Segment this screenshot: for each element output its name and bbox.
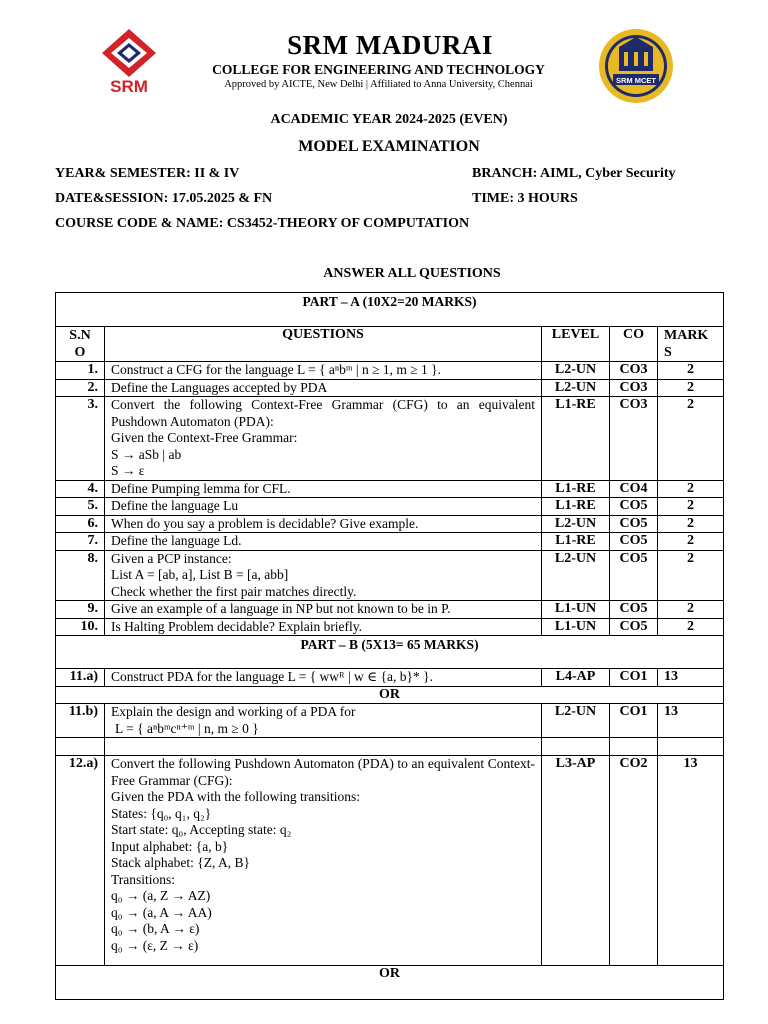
- question-level: L2-UN: [542, 704, 610, 738]
- question-marks: 2: [658, 498, 724, 516]
- question-line: States: {q₀, q₁, q₂}: [111, 805, 212, 821]
- question-line: Stack alphabet: {Z, A, B}: [111, 855, 250, 870]
- question-line: Check whether the first pair matches directly.: [111, 583, 357, 599]
- question-line: Define the language Lu: [111, 498, 239, 513]
- sno-header: S.N O: [56, 327, 105, 362]
- question-text: [105, 362, 542, 380]
- question-marks: 13: [658, 704, 724, 738]
- question-marks: 2: [658, 397, 724, 481]
- question-number: 11.a): [56, 669, 105, 687]
- question-line: S → ε: [111, 463, 145, 478]
- question-line: Define the Languages accepted by PDA: [111, 379, 328, 395]
- question-level: L4-AP: [542, 669, 610, 687]
- question-text: [105, 480, 542, 498]
- question-marks: 2: [658, 379, 724, 397]
- question-table: [55, 292, 724, 1000]
- question-text: [105, 397, 542, 481]
- approval-line: Approved by AICTE, New Delhi | Affiliated to Anna University, Chennai: [224, 79, 533, 90]
- question-row: [56, 533, 724, 551]
- question-11b-row: [56, 704, 724, 738]
- question-co: CO3: [610, 379, 658, 397]
- question-number: 8.: [56, 550, 105, 601]
- course-code-name: COURSE CODE & NAME: CS3452-THEORY OF COMPUTATION: [55, 216, 470, 231]
- part-b-title-row: [56, 636, 724, 669]
- year-semester: YEAR& SEMESTER: II & IV: [55, 166, 240, 181]
- instruction: ANSWER ALL QUESTIONS: [323, 266, 501, 281]
- question-co: CO2: [610, 756, 658, 966]
- question-line: Convert the following Pushdown Automaton (PDA) to an equivalent Context-Free Grammar (CFG):: [111, 756, 535, 788]
- college-name: SRM MADURAI: [287, 30, 493, 60]
- question-co: CO1: [610, 704, 658, 738]
- academic-year: ACADEMIC YEAR 2024-2025 (EVEN): [270, 112, 508, 127]
- part-b-title: PART – B (5X13= 65 MARKS): [56, 636, 724, 669]
- question-text: Construct PDA for the language L = { wwᴿ | w ∈ {a, b}* }.: [105, 669, 542, 687]
- question-level: L1-RE: [542, 480, 610, 498]
- question-text: [105, 550, 542, 601]
- question-number: 6.: [56, 515, 105, 533]
- question-line: Define Pumping lemma for CFL.: [111, 480, 291, 496]
- question-text: [105, 756, 542, 966]
- co-header: CO: [610, 327, 658, 362]
- question-row: [56, 601, 724, 619]
- question-marks: 2: [658, 550, 724, 601]
- question-line: Is Halting Problem decidable? Explain briefly.: [111, 618, 363, 634]
- question-marks: 13: [658, 756, 724, 966]
- spacer-row: [56, 738, 724, 756]
- question-number: 12.a): [56, 756, 105, 966]
- question-number: 7.: [56, 533, 105, 551]
- question-row: [56, 550, 724, 601]
- question-number: 9.: [56, 601, 105, 619]
- marks-header: MARK S: [658, 327, 724, 362]
- question-line: Given the Context-Free Grammar:: [111, 430, 298, 445]
- question-marks: 2: [658, 362, 724, 380]
- question-row: [56, 480, 724, 498]
- question-line: Define the language Ld.: [111, 533, 242, 548]
- question-co: CO5: [610, 550, 658, 601]
- question-line: List A = [ab, a], List B = [a, abb]: [111, 567, 289, 582]
- question-text: Explain the design and working of a PDA for L = { aⁿbᵐcⁿ⁺ᵐ | n, m ≥ 0 }: [105, 704, 542, 738]
- date-session: DATE&SESSION: 17.05.2025 & FN: [55, 191, 273, 206]
- question-level: L2-UN: [542, 515, 610, 533]
- question-text: [105, 498, 542, 516]
- question-number: 11.b): [56, 704, 105, 738]
- logo-right-text: SRM MCET: [616, 76, 656, 85]
- question-marks: 2: [658, 515, 724, 533]
- exam-title: MODEL EXAMINATION: [298, 138, 480, 155]
- question-level: L1-UN: [542, 618, 610, 636]
- college-header: [0, 0, 768, 110]
- question-12a-row: [56, 756, 724, 966]
- question-11a-row: [56, 669, 724, 687]
- part-a-title: PART – A (10X2=20 MARKS): [56, 293, 724, 327]
- question-level: L3-AP: [542, 756, 610, 966]
- question-text: [105, 515, 542, 533]
- question-line: Given a PCP instance:: [111, 550, 232, 566]
- question-row: [56, 515, 724, 533]
- question-line: q₀ → (a, Z → AZ): [111, 888, 211, 903]
- question-co: CO5: [610, 601, 658, 619]
- question-text: [105, 601, 542, 619]
- questions-header: QUESTIONS: [105, 327, 542, 362]
- question-line: S → aSb | ab: [111, 446, 182, 462]
- question-line: Convert the following Context-Free Grammar (CFG) to an equivalent Pushdown Automaton (PDA):: [111, 397, 535, 429]
- or-row: [56, 966, 724, 1000]
- or-separator: OR: [56, 686, 724, 704]
- question-co: CO5: [610, 618, 658, 636]
- question-text: [105, 533, 542, 551]
- column-header-row: [56, 327, 724, 362]
- part-a-title-row: [56, 293, 724, 327]
- question-row: [56, 379, 724, 397]
- question-co: CO5: [610, 498, 658, 516]
- question-row: [56, 397, 724, 481]
- question-co: CO5: [610, 515, 658, 533]
- question-row: [56, 362, 724, 380]
- question-line: Give an example of a language in NP but not known to be in P.: [111, 601, 451, 616]
- question-marks: 2: [658, 533, 724, 551]
- logo-left-text: SRM: [110, 77, 148, 95]
- question-marks: 2: [658, 618, 724, 636]
- question-text: [105, 618, 542, 636]
- question-level: L2-UN: [542, 379, 610, 397]
- question-line: Given the PDA with the following transitions:: [111, 789, 360, 804]
- or-row: [56, 686, 724, 704]
- question-co: CO5: [610, 533, 658, 551]
- question-row: [56, 498, 724, 516]
- question-line: Transitions:: [111, 871, 176, 887]
- question-level: L1-RE: [542, 533, 610, 551]
- srm-mcet-seal-icon: [597, 27, 675, 105]
- or-separator: OR: [56, 966, 724, 1000]
- question-number: 1.: [56, 362, 105, 380]
- question-co: CO1: [610, 669, 658, 687]
- question-line: Input alphabet: {a, b}: [111, 838, 229, 854]
- question-row: [56, 618, 724, 636]
- question-co: CO4: [610, 480, 658, 498]
- question-marks: 2: [658, 601, 724, 619]
- question-number: 3.: [56, 397, 105, 481]
- question-level: L1-RE: [542, 397, 610, 481]
- level-header: LEVEL: [542, 327, 610, 362]
- question-marks: 13: [658, 669, 724, 687]
- question-line: When do you say a problem is decidable? Give example.: [111, 515, 419, 531]
- branch: BRANCH: AIML, Cyber Security: [472, 166, 676, 181]
- srm-logo-icon: [98, 27, 160, 95]
- question-line: q₀ → (ε, Z → ε): [111, 937, 199, 953]
- question-level: L1-UN: [542, 601, 610, 619]
- college-subtitle: COLLEGE FOR ENGINEERING AND TECHNOLOGY: [212, 62, 545, 77]
- question-level: L2-UN: [542, 550, 610, 601]
- question-number: 4.: [56, 480, 105, 498]
- question-number: 2.: [56, 379, 105, 397]
- question-line: q₀ → (a, A → AA): [111, 904, 212, 920]
- question-marks: 2: [658, 480, 724, 498]
- question-level: L2-UN: [542, 362, 610, 380]
- question-line: Construct a CFG for the language L = { aⁿbᵐ | n ≥ 1, m ≥ 1 }.: [111, 362, 442, 377]
- question-co: CO3: [610, 362, 658, 380]
- part-a-questions: [56, 362, 724, 636]
- question-co: CO3: [610, 397, 658, 481]
- question-number: 10.: [56, 618, 105, 636]
- question-line: q₀ → (b, A → ε): [111, 921, 200, 936]
- question-line: Start state: q₀, Accepting state: q₂: [111, 822, 292, 837]
- exam-time: TIME: 3 HOURS: [472, 191, 578, 206]
- question-level: L1-RE: [542, 498, 610, 516]
- question-number: 5.: [56, 498, 105, 516]
- question-text: [105, 379, 542, 397]
